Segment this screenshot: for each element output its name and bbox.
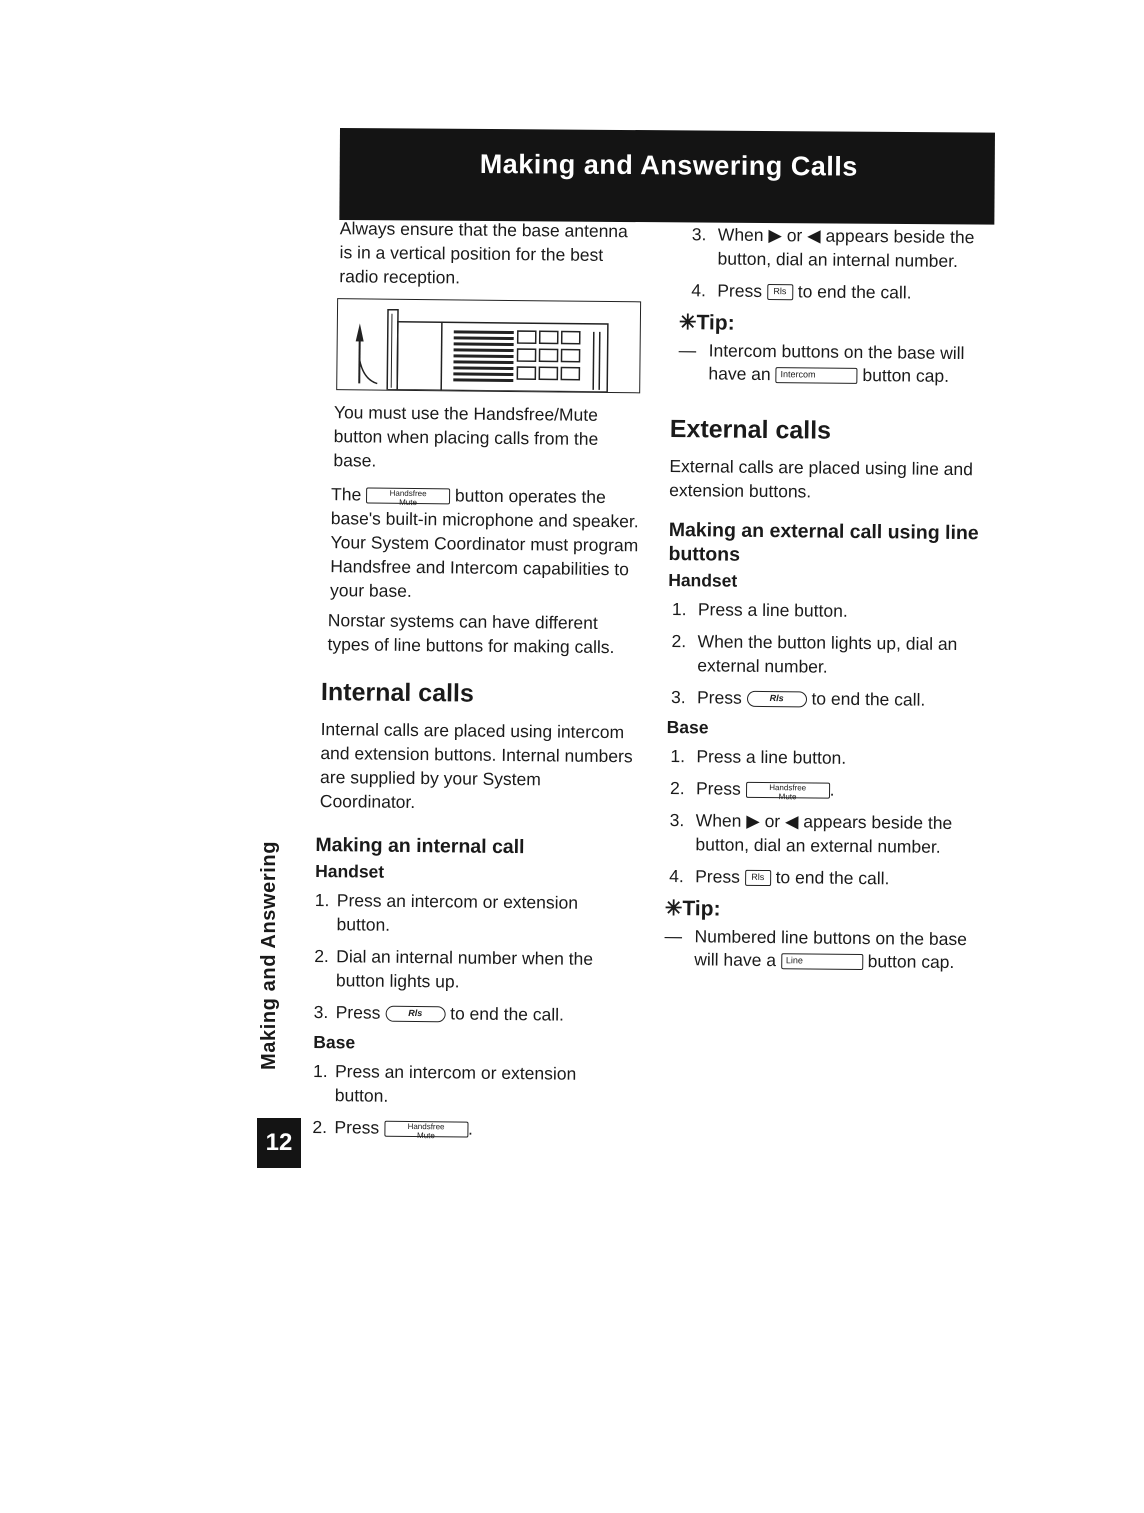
handsfree-para: The Handsfree Mute button operates the base's built-in microphone and speaker. Your System Coordinator must program Handsfree and Intercom capabilities to your base. xyxy=(329,484,639,601)
handsfree-mute-keycap: Handsfree Mute xyxy=(746,782,830,799)
internal-base-steps xyxy=(312,1059,633,1142)
release-keycap: Rls xyxy=(745,870,771,886)
intercom-keycap: Intercom xyxy=(775,367,857,384)
left-column xyxy=(312,216,642,1150)
list-item: 2. Press Handsfree Mute . xyxy=(312,1116,474,1141)
release-keycap: Rls xyxy=(767,284,793,300)
internal-calls-para: Internal calls are placed using intercom and extension buttons. Internal numbers are supplied by your System Coordinator. xyxy=(319,719,633,813)
antenna-intro: Always ensure that the base antenna is in a vertical position for the best radio reception. xyxy=(339,218,628,288)
list-item: 1. Press an intercom or extension button. xyxy=(312,1060,577,1106)
handsfree-mute-keycap: Handsfree Mute xyxy=(384,1121,468,1138)
making-internal-heading: Making an internal call xyxy=(315,833,525,859)
line-keycap: Line xyxy=(781,954,863,971)
page-number: 12 xyxy=(257,1118,301,1168)
list-item: 3. Press Rls to end the call. xyxy=(313,1001,565,1025)
right-column xyxy=(664,222,987,974)
section-side-label: Making and Answering xyxy=(258,840,280,1070)
list-item: 1. Press a line button. xyxy=(671,599,848,621)
page-title: Making and Answering Calls xyxy=(479,148,858,182)
tip-item: — Intercom buttons on the base will have an Intercom button cap. xyxy=(678,340,965,386)
tip-title: ✳Tip: xyxy=(664,896,721,921)
list-item: 1. Press a line button. xyxy=(670,746,847,768)
internal-calls-heading: Internal calls xyxy=(320,678,475,708)
internal-handset-steps-continued xyxy=(691,222,987,305)
handsfree-mute-keycap: Handsfree Mute xyxy=(366,488,450,505)
list-item: 2. When the button lights up, dial an external number. xyxy=(671,631,958,677)
external-calls-heading: External calls xyxy=(669,414,832,445)
handset-label: Handset xyxy=(315,860,385,882)
list-item: 4. Press Rls to end the call. xyxy=(691,280,912,303)
handsfree-note: You must use the Handsfree/Mute button when placing calls from the base. xyxy=(333,402,599,471)
internal-handset-steps xyxy=(314,888,635,1027)
list-item: 1. Press an intercom or extension button. xyxy=(314,889,579,935)
external-base-steps xyxy=(669,744,981,891)
base-unit-illustration xyxy=(337,299,640,392)
header-bar xyxy=(339,128,995,225)
base-label: Base xyxy=(666,716,709,738)
tip-item: — Numbered line buttons on the base will have a Line button cap. xyxy=(664,925,968,972)
list-item: 4. Press Rls to end the call. xyxy=(669,866,890,889)
list-item: 3. When ▶ or ◀ appears beside the button, dial an external number. xyxy=(669,810,953,857)
handset-label: Handset xyxy=(668,569,738,591)
external-handset-steps xyxy=(671,597,983,712)
tip-title: ✳Tip: xyxy=(678,311,735,335)
list-item: 3. When ▶ or ◀ appears beside the button, dial an internal number. xyxy=(691,224,975,271)
base-antenna-figure xyxy=(336,298,641,393)
list-item: 2. Press Handsfree Mute . xyxy=(669,778,835,802)
release-keycap: Rls xyxy=(385,1006,445,1023)
external-calls-para: External calls are placed using line and extension buttons. xyxy=(669,455,974,502)
release-keycap: Rls xyxy=(747,691,807,708)
norstar-para: Norstar systems can have different types of line buttons for making calls. xyxy=(327,610,615,658)
base-label: Base xyxy=(313,1031,356,1053)
list-item: 3. Press Rls to end the call. xyxy=(670,687,926,710)
list-item: 2. Dial an internal number when the button lights up. xyxy=(314,945,594,992)
making-external-heading: Making an external call using line buttons xyxy=(668,518,979,566)
